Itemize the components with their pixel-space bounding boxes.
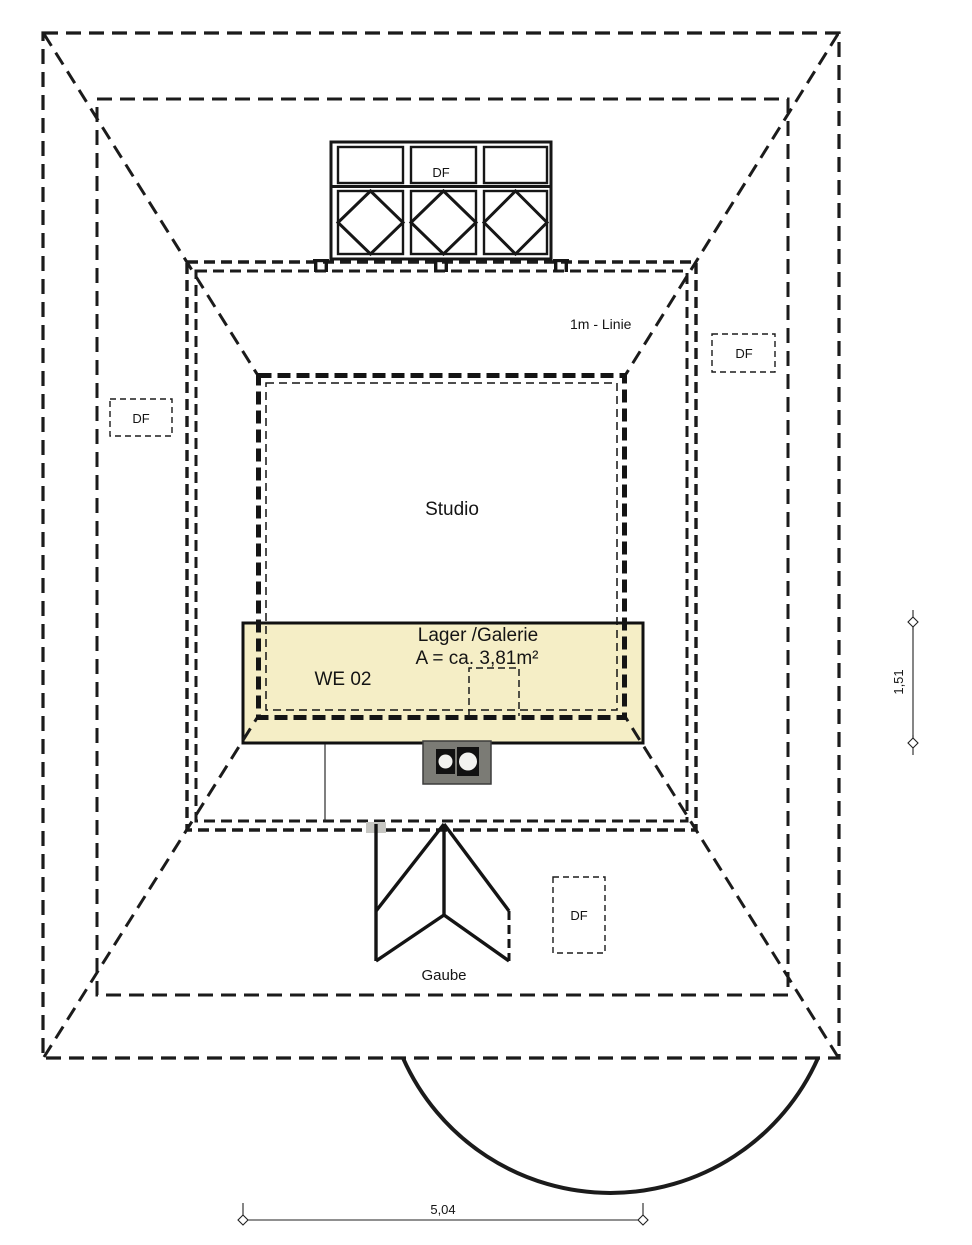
- roof-arc: [403, 1058, 818, 1193]
- studio-room-label: Studio: [425, 499, 479, 520]
- dim-end-diamond-icon: [638, 1215, 648, 1225]
- dimension-height-value: 1,51: [891, 669, 906, 695]
- dimension-width-value: 5,04: [430, 1202, 456, 1217]
- dormer-label: Gaube: [421, 967, 467, 984]
- df-label-bottom: DF: [570, 908, 588, 923]
- df-label-left: DF: [132, 411, 150, 426]
- dim-end-diamond-icon: [908, 617, 918, 627]
- sash-diamond-icon: [338, 191, 403, 254]
- df-label-right: DF: [735, 346, 753, 361]
- dim-end-diamond-icon: [238, 1215, 248, 1225]
- hip-line-bottom-left: [44, 718, 257, 1057]
- dormer-symbol: [366, 822, 509, 961]
- hip-line-bottom-right: [626, 718, 838, 1057]
- meter-line-label: 1m - Linie: [570, 316, 632, 332]
- flue-pipe-icon: [439, 755, 453, 769]
- chimney: [423, 741, 491, 784]
- hip-line-top-left: [44, 34, 257, 374]
- sash-diamond-icon: [411, 191, 476, 254]
- gallery-area-label: A = ca. 3,81m²: [415, 648, 539, 669]
- hip-line-top-right: [626, 34, 838, 374]
- flue-pipe-icon: [459, 753, 477, 771]
- unit-label: WE 02: [314, 669, 372, 690]
- df-label-top: DF: [432, 165, 450, 180]
- skylight-window: [331, 142, 551, 259]
- gallery-name-label: Lager /Galerie: [417, 625, 539, 646]
- dim-end-diamond-icon: [908, 738, 918, 748]
- dimension-height: [904, 610, 922, 755]
- sash-diamond-icon: [484, 191, 547, 254]
